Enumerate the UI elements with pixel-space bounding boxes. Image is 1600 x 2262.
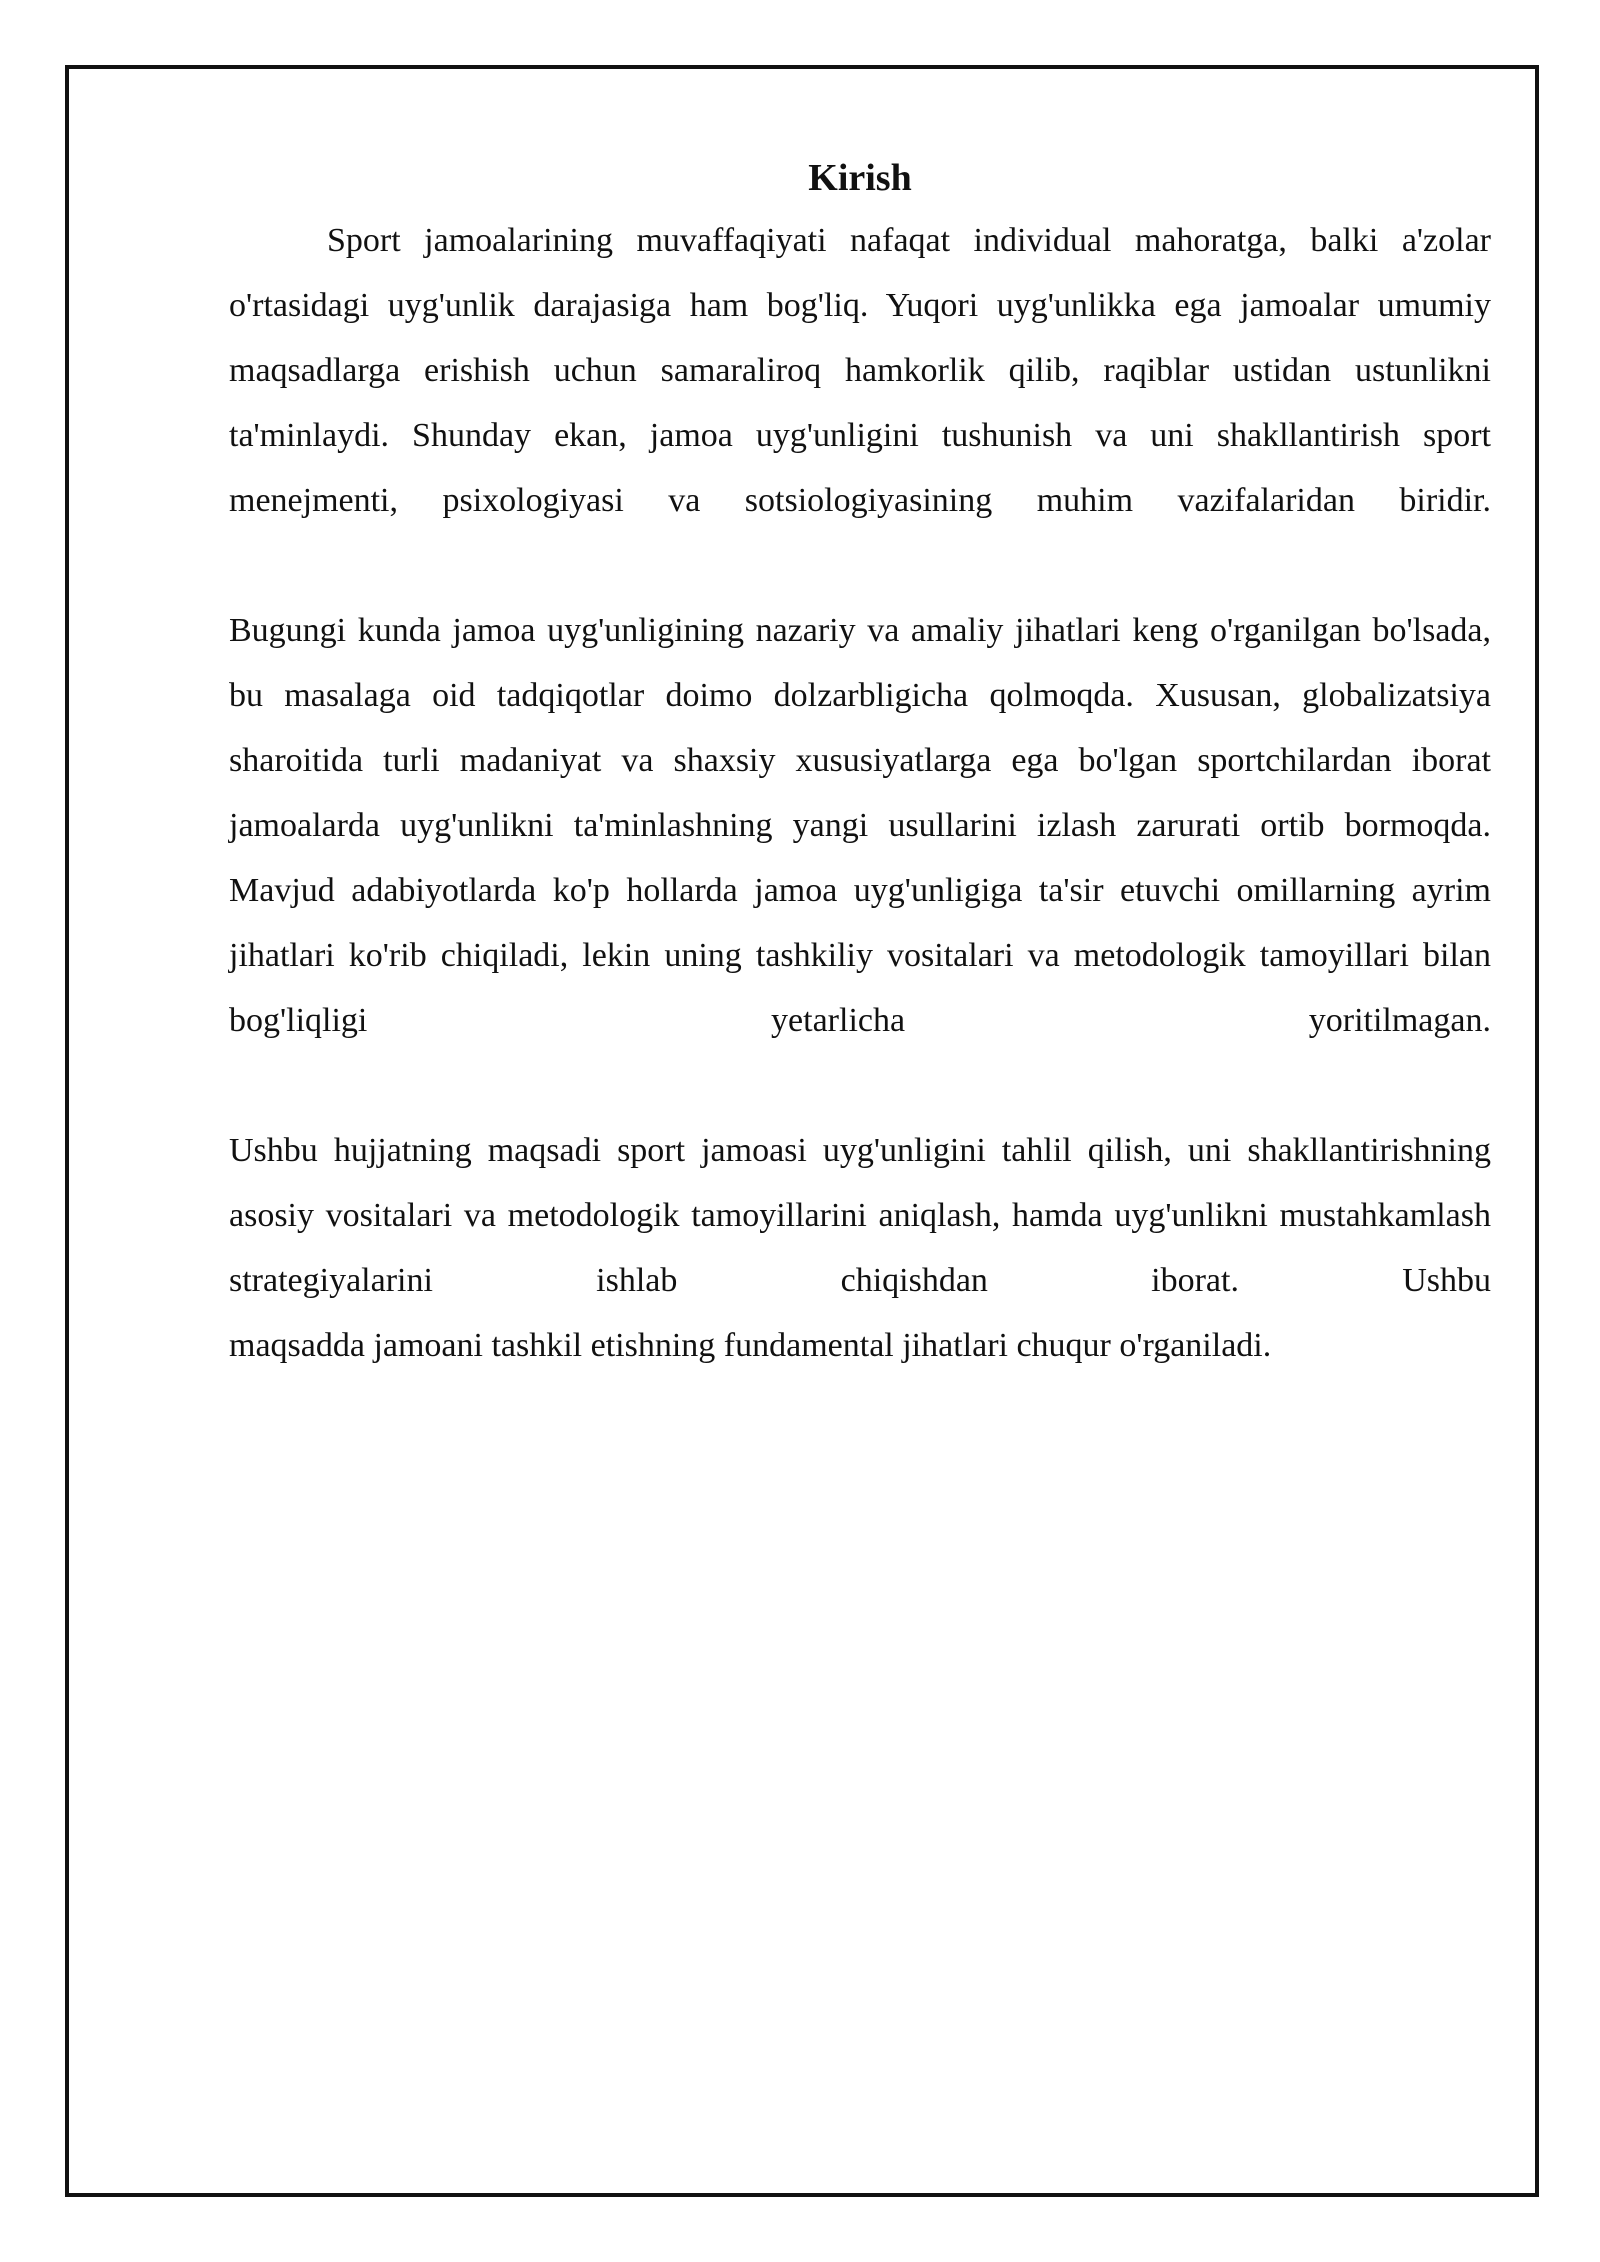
document-title: Kirish [808,157,912,199]
paragraph-context: Bugungi kunda jamoa uyg'unligining nazariy va amaliy jihatlari keng o'rganilgan bo'lsada, bu masalaga oid tadqiqotlar doimo dolzarbligicha qolmoqda. Xususan, globalizatsiya sharoitida turli madaniyat va shaxsiy xususiyatlarga ega bo'lgan sportchilardan iborat jamoalarda uyg'unlikni ta'minlashning yangi usullarini izlash zarurati ortib bormoqda. Mavjud adabiyotlarda ko'p hollarda jamoa uyg'unligiga ta'sir etuvchi omillarning ayrim jihatlari ko'rib chiqiladi, lekin uning tashkiliy vositalari va metodologik tamoyillari bilan bog'liqligi yetarlicha yoritilmagan. [229,612,1491,1039]
document-body [229,148,1491,1378]
paragraph-spacer [229,533,1491,598]
paragraph-purpose-last-line: maqsadda jamoani tashkil etishning fundamental jihatlari chuqur o'rganiladi. [229,1327,1272,1364]
paragraph-purpose: Ushbu hujjatning maqsadi sport jamoasi uyg'unligini tahlil qilish, uni shakllantirishning asosiy vositalari va metodologik tamoyillarini aniqlash, hamda uyg'unlikni mustahkamlash strategiyalarini ishlab chiqishdan iborat. Ushbu [229,1132,1491,1299]
paragraph-intro: Sport jamoalarining muvaffaqiyati nafaqat individual mahoratga, balki a'zolar o'rtasidagi uyg'unlik darajasiga ham bog'liq. Yuqori uyg'unlikka ega jamoalar umumiy maqsadlarga erishish uchun samaraliroq hamkorlik qilib, raqiblar ustidan ustunlikni ta'minlaydi. Shunday ekan, jamoa uyg'unligini tushunish va uni shakllantirish sport menejmenti, psixologiyasi va sotsiologiyasining muhim vazifalaridan biridir. [229,222,1491,519]
paragraph-spacer [229,1053,1491,1118]
